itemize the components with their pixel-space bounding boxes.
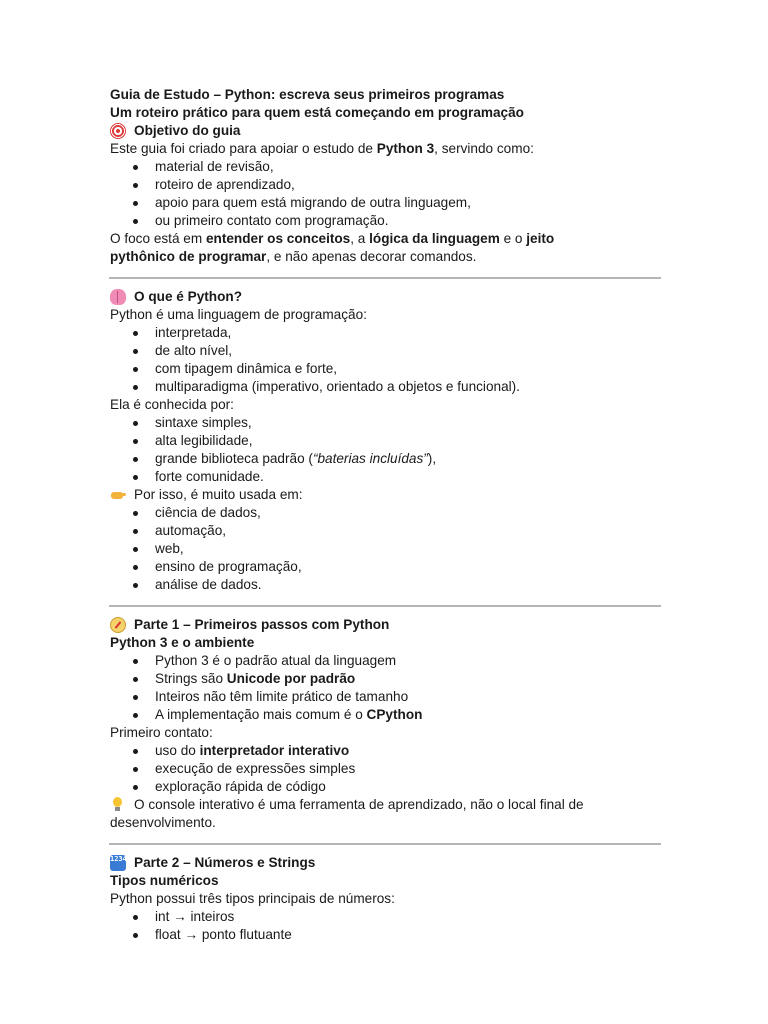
parte1-subheading: Python 3 e o ambiente: [110, 635, 255, 650]
text-span: e o: [499, 231, 527, 246]
list-item: ciência de dados,: [110, 504, 660, 522]
parte2-list: [110, 908, 660, 944]
list-item: ou primeiro contato com programação.: [110, 212, 660, 230]
text-span: O foco está em: [110, 231, 206, 246]
pointing-hand-icon: [110, 487, 126, 503]
section-divider: [109, 605, 661, 607]
used-text: Por isso, é muito usada em:: [134, 487, 303, 502]
foco-line-1: [110, 230, 660, 248]
text-span: uso do: [155, 743, 200, 758]
target-icon: [110, 123, 126, 139]
list-item: análise de dados.: [110, 576, 660, 594]
oque-intro: Python é uma linguagem de programação:: [110, 307, 367, 322]
list-item: forte comunidade.: [110, 468, 660, 486]
parte1-list: [110, 652, 660, 724]
list-item: com tipagem dinâmica e forte,: [110, 360, 660, 378]
heading-text: Objetivo do guia: [134, 123, 241, 138]
section-heading-objetivo: [110, 122, 660, 140]
list-item: [110, 706, 660, 724]
list-item: alta legibilidade,: [110, 432, 660, 450]
text-span: Strings são: [155, 671, 227, 686]
known-intro: Ela é conhecida por:: [110, 397, 234, 412]
list-item: apoio para quem está migrando de outra linguagem,: [110, 194, 660, 212]
heading-text: O que é Python?: [134, 289, 242, 304]
text-span: Este guia foi criado para apoiar o estudo de: [110, 141, 377, 156]
text-span-bold: interpretador interativo: [199, 743, 350, 758]
text-span-italic: “baterias incluídas”: [312, 451, 428, 466]
heading-text: Parte 2 – Números e Strings: [134, 855, 316, 870]
list-item: roteiro de aprendizado,: [110, 176, 660, 194]
text-span: , a: [350, 231, 370, 246]
list-item: web,: [110, 540, 660, 558]
text-span-bold: jeito: [526, 231, 555, 246]
objetivo-list: [110, 158, 660, 230]
used-list: [110, 504, 660, 594]
text-span-bold: entender os conceitos: [205, 231, 351, 246]
parte2-intro: Python possui três tipos principais de números:: [110, 891, 395, 906]
text-span-bold: Python 3: [376, 141, 435, 156]
tip-text: O console interativo é uma ferramenta de aprendizado, não o local final de: [134, 797, 584, 812]
text-span: A implementação mais comum é o: [155, 707, 367, 722]
list-item: automação,: [110, 522, 660, 540]
contato-list: [110, 742, 660, 796]
text-span-bold: Unicode por padrão: [226, 671, 356, 686]
text-span-bold: CPython: [366, 707, 423, 722]
section-divider: [109, 843, 661, 845]
section-heading-parte1: [110, 616, 660, 634]
list-item: ensino de programação,: [110, 558, 660, 576]
list-item: int → inteiros: [110, 908, 660, 926]
text-span-bold: lógica da linguagem: [369, 231, 500, 246]
list-item: [110, 670, 660, 688]
section-heading-oque: [110, 288, 660, 306]
list-item: [110, 742, 660, 760]
tip-line-1: [110, 796, 660, 814]
known-list: [110, 414, 660, 486]
section-divider: [109, 277, 661, 279]
brain-icon: [110, 289, 126, 305]
list-item: float → ponto flutuante: [110, 926, 660, 944]
list-item: material de revisão,: [110, 158, 660, 176]
document-page: [110, 86, 660, 944]
list-item: [110, 450, 660, 468]
list-item: Inteiros não têm limite prático de tamanho: [110, 688, 660, 706]
list-item: de alto nível,: [110, 342, 660, 360]
lightbulb-icon: [110, 797, 126, 813]
text-span: , e não apenas decorar comandos.: [266, 249, 477, 264]
text-span: , servindo como:: [434, 141, 534, 156]
oque-list: [110, 324, 660, 396]
list-item: execução de expressões simples: [110, 760, 660, 778]
used-intro: [110, 486, 660, 504]
tip-line-2: desenvolvimento.: [110, 815, 216, 830]
heading-text: Parte 1 – Primeiros passos com Python: [134, 617, 390, 632]
document-title: Guia de Estudo – Python: escreva seus primeiros programas: [110, 87, 505, 102]
list-item: exploração rápida de código: [110, 778, 660, 796]
text-span: grande biblioteca padrão (: [155, 451, 313, 466]
parte2-subheading: Tipos numéricos: [110, 873, 219, 888]
list-item: multiparadigma (imperativo, orientado a objetos e funcional).: [110, 378, 660, 396]
text-span: ),: [427, 451, 437, 466]
contato-intro: Primeiro contato:: [110, 725, 213, 740]
text-span-bold: pythônico de programar: [110, 249, 267, 264]
document-subtitle: Um roteiro prático para quem está começando em programação: [110, 105, 524, 120]
numbers-icon: 1234: [110, 855, 126, 871]
list-item: interpretada,: [110, 324, 660, 342]
compass-icon: [110, 617, 126, 633]
list-item: Python 3 é o padrão atual da linguagem: [110, 652, 660, 670]
section-heading-parte2: [110, 854, 660, 872]
objetivo-intro: [110, 140, 660, 158]
list-item: sintaxe simples,: [110, 414, 660, 432]
foco-line-2: [110, 248, 660, 266]
